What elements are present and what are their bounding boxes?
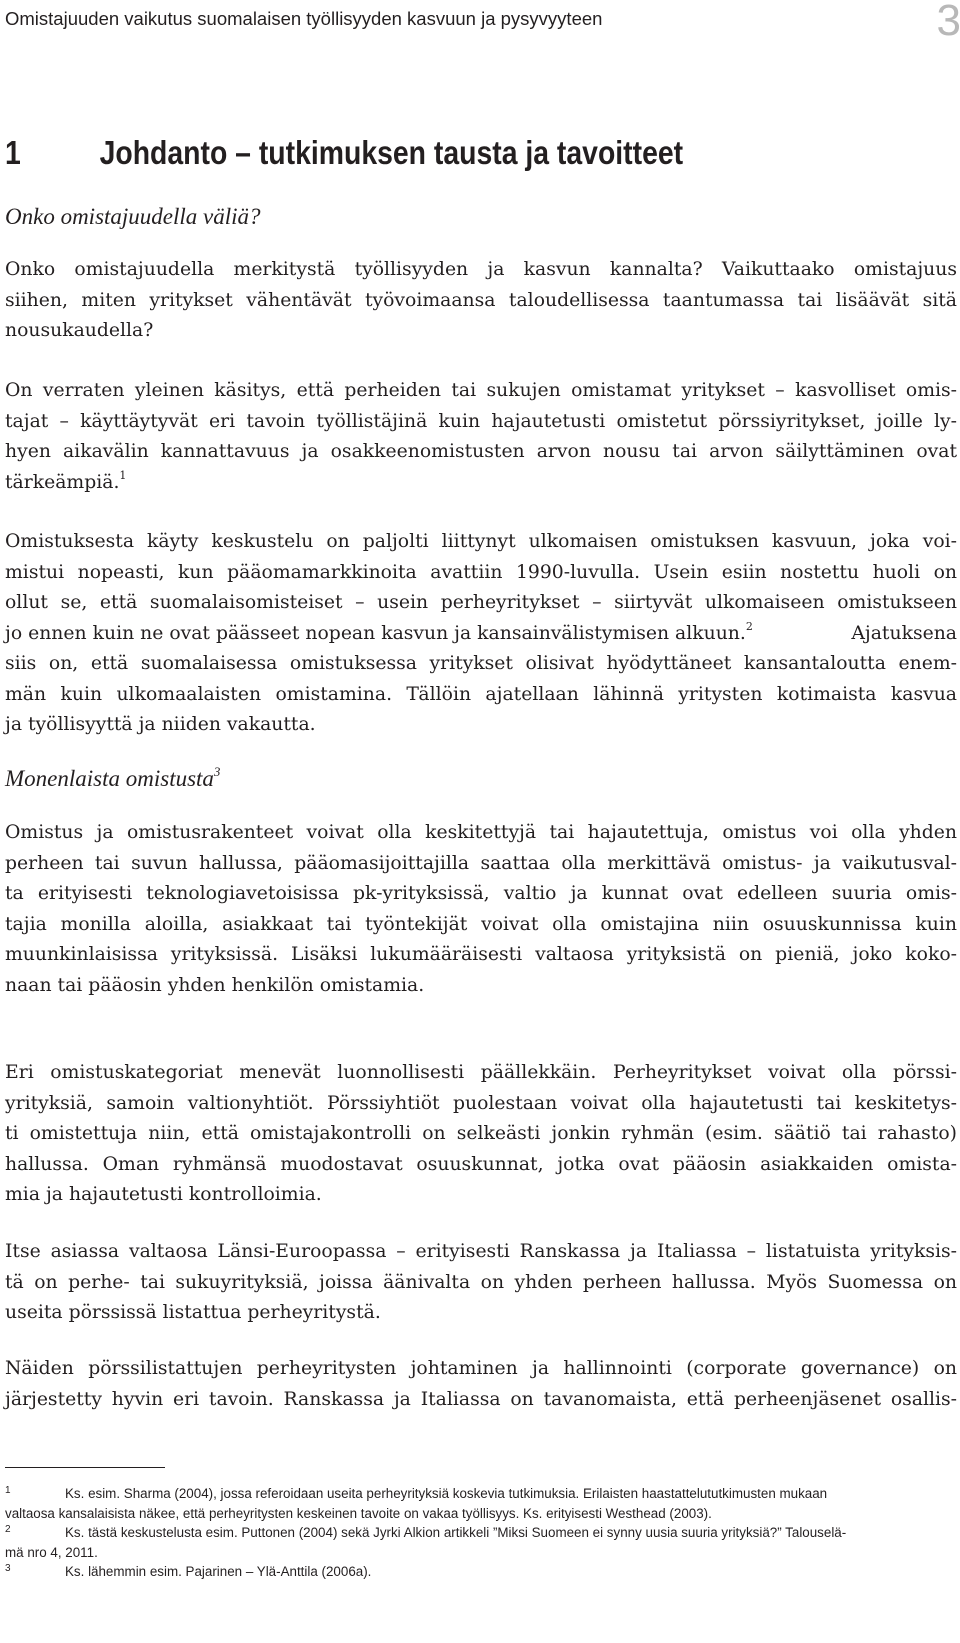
chapter-title: Johdanto – tutkimuksen tausta ja tavoitteet (99, 134, 684, 171)
footnote-mark: 1 (5, 1485, 11, 1496)
p5-line: yrityksiä, samoin valtionyhtiöt. Pörssiyhtiöt puolestaan voivat olla hajautetusti tai keskitetys- (5, 1092, 957, 1114)
subheading-onko: Onko omistajuudella väliä? (5, 204, 261, 229)
p2-line: tajat – käyttäytyvät eri tavoin työllistäjinä kuin hajautetusti omistetut pörssiyritykset, joille ly- (5, 410, 957, 432)
p5-line: mia ja hajautetusti kontrolloimia. (5, 1184, 322, 1205)
p4-line: perheen tai suvun hallussa, pääomasijoittajilla saattaa olla merkittävä omistus- ja vaikutusval- (5, 852, 957, 874)
footnote-rule (5, 1467, 165, 1468)
p1-line: nousukaudella? (5, 320, 154, 341)
p6-line: useita pörssissä listattua perheyritystä. (5, 1302, 381, 1323)
p3-line: ollut se, että suomalaisomisteiset – usein perheyritykset – siirtyvät ulkomaiseen omistukseen (5, 592, 957, 613)
footnote-line: Ks. esim. Sharma (2004), jossa referoidaan useita perheyrityksiä koskevia tutkimuksia. Erilaisten haastattelututkimusten mukaan (65, 1486, 828, 1501)
p5-line: ti omistettuja niin, että omistajakontrolli on selkeästi jonkin ryhmän (esim. säätiö tai rahasto) (5, 1123, 957, 1144)
p3-line: mistui nopeasti, kun pääomamarkkinoita avattiin 1990-luvulla. Usein esiin nostettu huoli on (5, 561, 957, 583)
paragraph-1 (5, 255, 957, 347)
footnote-3 (5, 1562, 955, 1582)
p5-line: hallussa. Oman ryhmänsä muodostavat osuuskunnat, jotka ovat pääosin asiakkaiden omista- (5, 1153, 957, 1175)
paragraph-7 (5, 1354, 957, 1415)
p2-line: On verraten yleinen käsitys, että perheiden tai sukujen omistamat yritykset – kasvolliset omis- (5, 380, 957, 401)
p3-line: ja työllisyyttä ja niiden vakautta. (5, 714, 316, 735)
p3-line: Omistuksesta käyty keskustelu on paljolti liittynyt ulkomaisen omistuksen kasvuun, joka voi- (5, 531, 957, 552)
p4-line: ta erityisesti teknologiavetoisissa pk-yrityksissä, valtio ja kunnat ovat edelleen suuria omis- (5, 883, 957, 904)
footnote-1 (5, 1484, 955, 1523)
subheading-monenlaista-text: Monenlaista omistusta (5, 766, 214, 791)
p4-line: Omistus ja omistusrakenteet voivat olla keskitettyjä tai hajautettuja, omistus voi olla yhden (5, 822, 957, 843)
p5-line: Eri omistuskategoriat menevät luonnollisesti päällekkäin. Perheyritykset voivat olla pörssi- (5, 1062, 957, 1083)
running-head: Omistajuuden vaikutus suomalaisen työllisyyden kasvuun ja pysyvyyteen (5, 8, 603, 29)
p7-line: järjestetty hyvin eri tavoin. Ranskassa ja Italiassa on tavanomaista, että perheenjäsenet osallis- (5, 1388, 957, 1410)
p2-line: tärkeämpiä. (5, 471, 120, 493)
p7-line: Näiden pörssilistattujen perheyritysten johtaminen ja hallinnointi (corporate governance) on (5, 1358, 957, 1379)
p3-line: siis on, että suomalaisessa omistuksessa yritykset olisivat hyödyttäneet kansantaloutta enem- (5, 653, 957, 674)
p4-line: naan tai pääosin yhden henkilön omistamia. (5, 974, 425, 996)
paragraph-6 (5, 1237, 957, 1329)
p4-line: tajia monilla aloilla, asiakkaat tai työntekijät voivat olla omistajina niin osuuskunnissa kuin (5, 913, 957, 935)
p1-line: Onko omistajuudella merkitystä työllisyyden ja kasvun kannalta? Vaikuttaako omistajuus (5, 259, 957, 280)
footnote-line: valtaosa kansalaisista näkee, että perheyritysten keskeinen tavoite on vakaa työllisyys. Ks. erityisesti Westhead (2003). (5, 1505, 712, 1521)
p2-line: hyen aikavälin kannattavuus ja osakkeenomistusten arvon nousu tai arvon säilyttäminen ovat (5, 441, 957, 462)
footnote-2 (5, 1523, 955, 1562)
footnote-line: Ks. tästä keskustelusta esim. Puttonen (2004) sekä Jyrki Alkion artikkeli ”Miksi Suomeen ei synny uusia suuria yrityksiä?” Talouselä- (65, 1525, 847, 1540)
footnote-ref-3[interactable]: 3 (213, 764, 221, 779)
page-number: 3 (936, 0, 960, 45)
paragraph-4 (5, 818, 957, 1001)
paragraph-2 (5, 376, 957, 498)
p6-line: Itse asiassa valtaosa Länsi-Euroopassa – erityisesti Ranskassa ja Italiassa – listatuista yrityksis- (5, 1241, 957, 1262)
footnote-ref-2[interactable]: 2 (745, 619, 753, 633)
paragraph-5 (5, 1058, 957, 1211)
subheading-monenlaista (5, 766, 220, 792)
footnote-line: Ks. lähemmin esim. Pajarinen – Ylä-Anttila (2006a). (65, 1564, 372, 1579)
p6-line: tä on perhe- tai sukuyrityksiä, joissa äänivalta on yhden perheen hallussa. Myös Suomessa on (5, 1271, 957, 1293)
p3-line: jo ennen kuin ne ovat päässeet nopean kasvun ja kansainvälistymisen alkuun. (5, 622, 746, 644)
chapter-number: 1 (5, 134, 21, 171)
footnotes (5, 1484, 955, 1582)
p2-last-line (5, 468, 957, 499)
footnote-mark: 3 (5, 1563, 11, 1574)
paragraph-3 (5, 527, 957, 741)
footnote-mark: 2 (5, 1524, 11, 1535)
footnote-ref-1[interactable]: 1 (119, 468, 127, 482)
chapter-heading (5, 134, 683, 172)
p3-line: Ajatuksena (851, 622, 957, 644)
p4-line: muunkinlaisissa yrityksissä. Lisäksi lukumääräisesti valtaosa yrityksistä on pieniä, joko koko- (5, 944, 957, 965)
p3-mixed-line (5, 619, 957, 650)
footnote-line: mä nro 4, 2011. (5, 1544, 98, 1560)
p1-line: siihen, miten yritykset vähentävät työvoimaansa taloudellisessa taantumassa tai lisäävät sitä (5, 289, 957, 311)
p3-line: män kuin ulkomaalaisten omistamina. Tällöin ajatellaan lähinnä yritysten kotimaista kasvua (5, 683, 957, 705)
